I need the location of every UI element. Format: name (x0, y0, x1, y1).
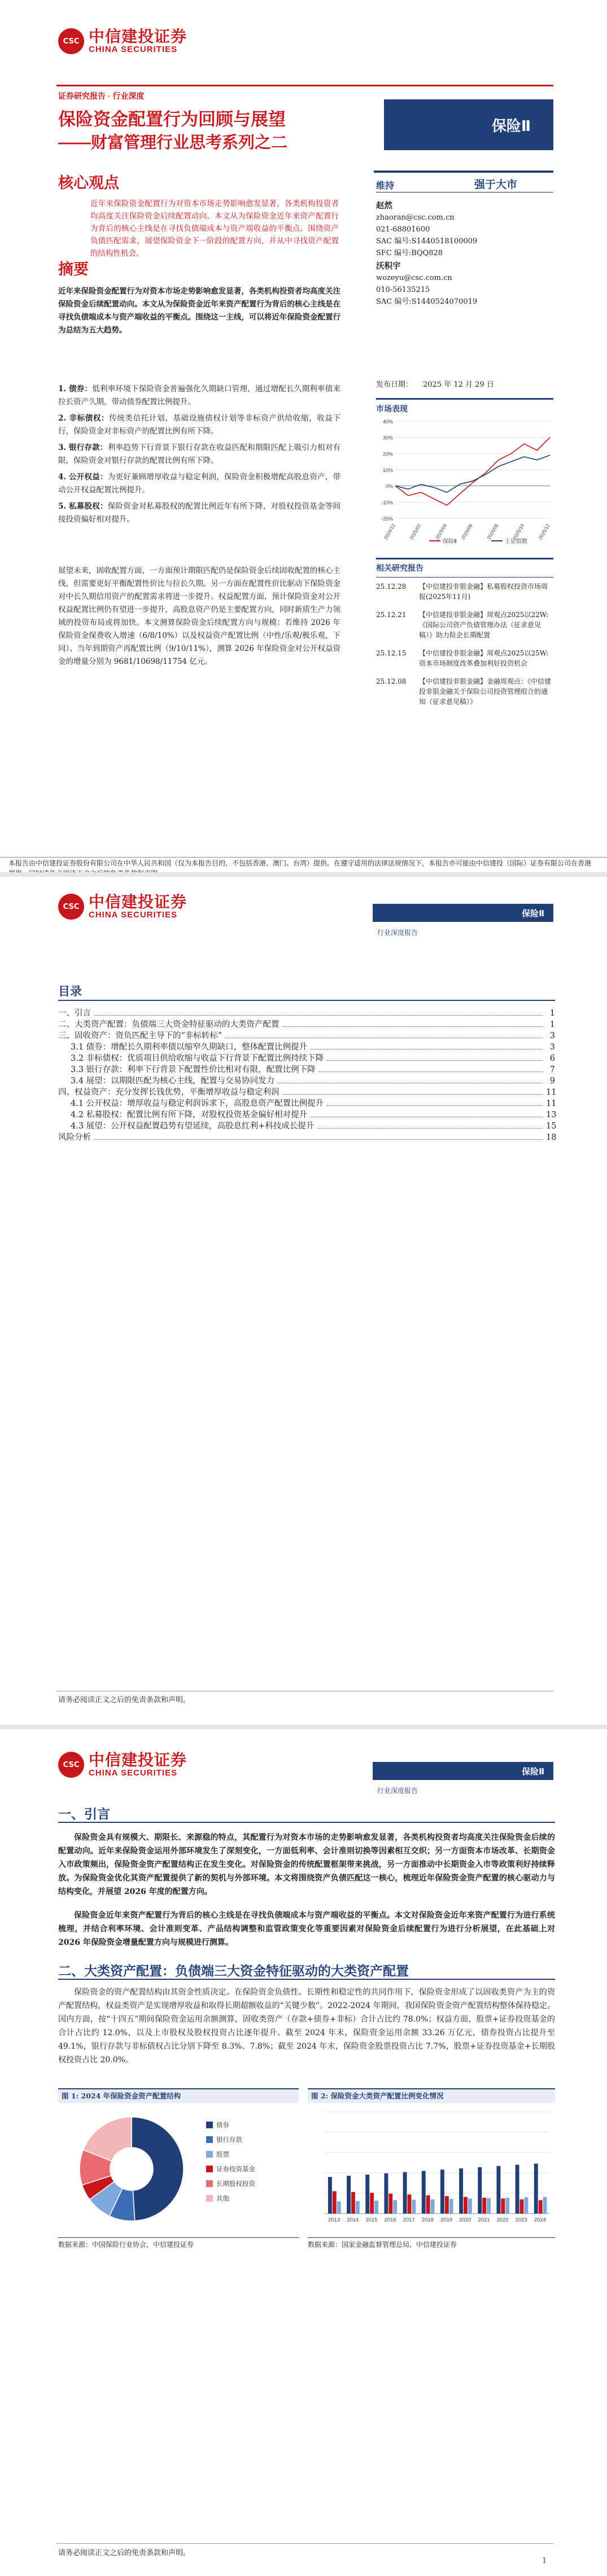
bar (464, 2197, 468, 2214)
x-tick-label: 2016 (384, 2217, 396, 2223)
toc-entry[interactable] (58, 1019, 555, 1030)
page-gap (0, 872, 607, 877)
header-tag: 保险Ⅱ (522, 908, 544, 919)
x-tick-label: 2025/06 (460, 523, 474, 541)
y-tick-label: -20% (381, 516, 393, 522)
toc-entry-page: 13 (546, 1110, 557, 1119)
toc-leader (327, 1060, 543, 1061)
header-banner (373, 904, 553, 922)
toc-entry[interactable] (58, 1087, 555, 1098)
y-tick-label: 30% (382, 435, 393, 441)
pie-legend-label: 证券投资基金 (216, 2165, 255, 2173)
bar (370, 2193, 374, 2214)
core-heading: 核心观点 (58, 174, 119, 191)
cover-disclaimer: 本报告由中信建投证券股份有限公司在中华人民共和国（仅为本报告目的，不包括香港、澳门、台湾）提供。在遵守适用的法律法规情况下，本报告亦可能由中信建投（国际）证券有限公司在香港 (8, 859, 592, 867)
trend-list (58, 383, 340, 530)
header-sub: 行业深度报告 (377, 929, 418, 937)
figure-2-source: 数据来源：国家金融监督管理总局，中信建投证券 (308, 2241, 457, 2249)
bar (543, 2197, 547, 2214)
report-title: 保险资金配置行为回顾与展望 (58, 110, 286, 129)
report-type: 证券研究报告 · 行业深度 (58, 91, 145, 100)
toc-leader (319, 1071, 543, 1072)
bar (478, 2167, 482, 2214)
toc-entry[interactable] (58, 1132, 555, 1143)
series-line-insurance (395, 438, 550, 505)
toc-entry-label: 4.2 私募股权：配置比例有所下降，对股权投资基金偏好相对提升 (71, 1110, 308, 1119)
logo-cn: 中信建投证券 (89, 893, 187, 911)
heading-rule (58, 1979, 555, 1980)
bar (347, 2176, 351, 2214)
analyst-name: 赵然 (376, 201, 392, 211)
divider (308, 2237, 555, 2238)
bar (496, 2166, 500, 2214)
toc-entry-label: 二、大类资产配置：负债端三大资金特征驱动的大类资产配置 (58, 1020, 280, 1029)
figure-1-source: 数据来源：中国保险行业协会，中信建投证券 (58, 2241, 194, 2249)
x-tick-label: 2022 (496, 2217, 509, 2223)
logo-en: CHINA SECURITIES (89, 1768, 178, 1778)
x-tick-label: 2024/12 (382, 523, 396, 541)
summary-lead: 近年来保险资金配置行为对资本市场走势影响愈发显著，各类机构投资者均高度关注保险资金后续配置动向。本文从为保险资金近年来资产配置行为背后的核心主线是在寻找负债端成本与资产端收益的平衡点。围绕这一主线，可以将近年保险资金配置行为总结为五大趋势。 (58, 287, 340, 335)
release-line (376, 378, 494, 389)
divider (376, 398, 553, 400)
x-tick-label: 2015 (365, 2217, 378, 2223)
toc-entry[interactable] (58, 1121, 555, 1132)
analyst-cert: SAC 编号:S1440518100009 (376, 237, 478, 246)
bar (351, 2192, 355, 2214)
bar (501, 2198, 505, 2214)
rating-maintain: 维持 (376, 181, 395, 191)
x-tick-label: 2024 (534, 2217, 546, 2223)
trend-item: 5. 私募股权：保险资金对私募股权的配置比例近年有所下降，对股权投资基金等间接投资偏好相对提升。 (58, 502, 341, 524)
toc-entry[interactable] (58, 1075, 555, 1087)
toc-leader (278, 1082, 543, 1083)
series-line-index (395, 455, 550, 492)
x-tick-label: 2020 (459, 2217, 471, 2223)
header-tag: 保险Ⅱ (522, 1766, 544, 1777)
top-rule (56, 85, 553, 86)
related-date: 25.12.28 (376, 583, 407, 591)
logo-mark: CSC (58, 894, 84, 920)
y-tick-label: -10% (381, 500, 393, 506)
page-footer: 请务必阅读正文之后的免责条款和声明。 (58, 2549, 191, 2557)
bar (422, 2171, 426, 2214)
y-tick-label: 0% (385, 483, 393, 489)
report-cover-page (0, 0, 607, 872)
core-text: 近年来保险资金配置行为对资本市场走势影响愈发显著，各类机构投资者均高度关注保险资金后续配置动向。本文从为保险资金近年来资产配置行为背后的核心主线是在寻找负债端成本与资产端收益的平衡点。围绕资产负债匹配需求，展望保险资金下一阶段的配置方向，并从中寻找资产配置的结构性机会。 (90, 199, 339, 258)
section-heading: 一、引言 (58, 1807, 110, 1821)
pie-legend-swatch (206, 2151, 213, 2158)
page-footer: 请务必阅读正文之后的免责条款和声明。 (58, 1696, 191, 1704)
analyst-cert: SAC 编号:S1440524070019 (376, 298, 478, 306)
trend-item: 4. 公开权益：为更好兼顾增厚收益与稳定利润，保险资金积极增配高股息资产，带动公开权益配置比例提升。 (58, 473, 341, 495)
toc-entry-label: 三、固收资产：资负匹配主导下的“非标转标” (58, 1031, 222, 1040)
bar (524, 2197, 528, 2214)
legend-label: 上证指数 (505, 539, 527, 545)
toc-leader (94, 1014, 543, 1016)
divider (376, 577, 553, 578)
related-title: 【中信建投非银金融】周观点2025以22W:《国际公司资产负债管理办法（征求意见稿）》助力险企长期配置 (419, 611, 549, 639)
toc-leader (283, 1094, 543, 1095)
bar (426, 2195, 430, 2214)
toc-entry-page: 9 (549, 1077, 555, 1086)
toc-entry-page: 3 (549, 1043, 555, 1052)
toc-entry-label: 3.2 非标债权：优质项目供给收缩与收益下行背景下配置比例持续下降 (71, 1054, 324, 1063)
bar (468, 2198, 472, 2214)
related-date: 25.12.15 (376, 649, 407, 657)
toc-list (58, 1008, 555, 1143)
toc-entry[interactable] (58, 1042, 555, 1053)
company-logo (58, 894, 187, 920)
industry-banner (384, 99, 553, 150)
toc-entry-page: 1 (549, 1020, 555, 1029)
toc-leader (225, 1037, 543, 1038)
bar (487, 2198, 491, 2214)
header-sub: 行业深度报告 (377, 1787, 418, 1795)
toc-entry[interactable] (58, 1109, 555, 1121)
toc-entry-page: 3 (549, 1031, 555, 1040)
toc-entry-page: 7 (549, 1065, 555, 1074)
divider (56, 2543, 553, 2544)
x-tick-label: 2013 (328, 2217, 340, 2223)
x-tick-label: 2021 (478, 2217, 490, 2223)
toc-entry-label: 3.1 债券：增配长久期利率债以缩窄久期缺口，整体配置比例提升 (71, 1043, 308, 1052)
figure-caption-bar (308, 2088, 555, 2103)
toc-entry[interactable] (58, 1064, 555, 1075)
toc-entry-page: 18 (546, 1133, 557, 1142)
toc-leader (317, 1127, 543, 1129)
toc-entry-page: 6 (549, 1054, 555, 1063)
summary-heading: 摘要 (58, 261, 89, 278)
bar (388, 2194, 392, 2214)
analyst-sfc: SFC 编号:BQQ828 (376, 249, 443, 257)
toc-entry-page: 1 (549, 1009, 555, 1018)
logo-en: CHINA SECURITIES (89, 45, 178, 54)
toc-entry[interactable] (58, 1053, 555, 1064)
toc-entry-page: 11 (546, 1088, 557, 1097)
bar (520, 2199, 524, 2214)
industry-tag: 保险Ⅱ (491, 117, 531, 135)
intro-paragraph: 保险资金具有规模大、期限长、来源稳的特点，其配置行为对资本市场的走势影响愈发显著，各类机构投资者均高度关注保险资金后续的配置动向。近年来保险资金运用外部环境发生了深刻变化，一方面低利率、会计准则切换等因素相互交织；另一方面资本市场改革、长期资金入市政策频出，保险资金资产配置结构正在发生变化。对保险资金的传统配置框架带来挑战，另一方面推动中长期资金入市等政策利好持续释放。为保险资金优化其资产配置提供了新的契机与外部环境。本文将围绕资产负债匹配这一核心，梳理近年保险资金资产配置的核心驱动力与结构变化，并展望 2026 年度的配置方向。 (58, 1833, 555, 1896)
toc-entry-label: 4.3 展望：公开权益配置趋势有望延续，高股息红利+科技成长提升 (71, 1122, 315, 1131)
market-performance-chart (376, 417, 553, 546)
related-item[interactable] (376, 648, 553, 668)
bar (534, 2163, 538, 2214)
logo-mark: CSC (58, 1752, 84, 1778)
toc-leader (327, 1105, 543, 1106)
figure-1-title: 图 1: 2024 年保险资金资产配置结构 (62, 2092, 181, 2100)
bar (505, 2198, 509, 2214)
outlook-text: 展望未来，固收配置方面，一方面预计期限匹配仍是保险资金后续固收配置的核心主线，但需要更好平衡配置性价比与拉长久期。另一方面在配置性价比驱动下保险资金对中长久期信用资产的配置需求将进一步提升。权益配置方面，预计保险资金对公开权益配置比例仍有望进一步提升，高股息资产仍是主要配置方向，同时新质生产力领域的投资布局或将加快。本文测算保险资金后续配置方向与规模：若维持 2026 年保险资金保费收入增速（6/8/10%）以及权益资产配置比例（中性/乐观/极乐观，下同）、当年到期资产再配置比例（9/10/11%），测算 2026 年保险资金对公开权益资金的增量分别为 9681/10698/11754 亿元。 (58, 566, 340, 666)
toc-entry-page: 11 (546, 1099, 557, 1108)
release-date: 2025 年 12 月 29 日 (423, 381, 494, 389)
pie-legend-swatch (206, 2195, 213, 2202)
pie-legend-swatch (206, 2180, 213, 2187)
company-logo (58, 28, 187, 54)
x-tick-label: 2025/10 (512, 523, 526, 541)
related-item[interactable] (376, 581, 553, 602)
related-title: 【中信建投非银金融】私募股权投资市场周报(2025年11月) (419, 583, 548, 601)
toc-leader (94, 1139, 543, 1140)
x-tick-label: 2019 (440, 2217, 453, 2223)
asset-allocation-pie-chart (58, 2104, 299, 2234)
bar (374, 2201, 378, 2214)
bar (333, 2191, 337, 2214)
heading-rule (58, 1822, 555, 1823)
body-paragraph: 保险资金的资产配置结构由其资金性质决定。在保险资金负债性、长期性和稳定性的共同作用下，保险资金形成了以固收类资产为主的资产配置结构，权益类资产是实现增厚收益和取得长期超额收益的“关键少数”。2022-2024 年期间，我国保险资金资产配置结构整体保持稳定。国内方面，按“十四五”期间保险资金运用余额测算，固收类资产（存款+债券+非标）合计占比约 78.0%；权益方面，股票+证券投资基金的合计占比约 12.0%，以及上市股权及股权投资占比逐年提升。截至 2024 年末，保险资金运用余额 33.26 万亿元，债券投资占比提升至 49.1%，银行存款与非标债权占比分别下降至 8.3%、7.8%；截至 2024 年末，保险资金股票投资占比 7.7%，股票+证券投资基金+长期股权投资占比 20.0%。 (58, 1988, 555, 2065)
y-tick-label: 40% (382, 419, 393, 425)
related-title: 【中信建投非银金融】金融周观点：《中信建投非银金融关于保险公司投资管理组合的通知（征求意见稿）》 (419, 677, 552, 706)
intro-paragraph-2: 保险资金近年来资产配置行为背后的核心主线是在寻找负债端成本与资产端收益的平衡点。本文对保险资金近年来资产配置行为进行系统梳理，并结合利率环境、会计准则变革、产品结构调整和监管政策变化等重要因素对保险资金后续配置行为进行分析展望，在此基础上对 2026 年保险资金增量配置方向与规模进行测算。 (58, 1911, 555, 1947)
right-rule (374, 170, 553, 173)
trend-item: 1. 债券：低利率环境下保险资金普遍强化久期缺口管理，通过增配长久期利率债来拉长资产久期，带动债券配置比例提升。 (58, 384, 341, 406)
toc-rule (58, 1000, 555, 1001)
trend-item: 3. 银行存款：利率趋势下行背景下银行存款在收益匹配和期限匹配上吸引力相对有限，保险资金对银行存款的配置比例有所下降。 (58, 443, 341, 465)
pie-legend-label: 长期股权投资 (216, 2180, 255, 2188)
bar (328, 2177, 332, 2214)
pie-legend-label: 债券 (216, 2121, 229, 2129)
related-item[interactable] (376, 610, 553, 640)
x-tick-label: 2025/12 (537, 523, 551, 541)
toc-entry-label: 3.4 展望：以期限匹配为核心主线，配置与交易协同发力 (71, 1077, 275, 1086)
figure-caption-bar (58, 2088, 299, 2103)
pie-legend-swatch (206, 2166, 213, 2172)
logo-en: CHINA SECURITIES (89, 910, 178, 920)
toc-leader (311, 1048, 543, 1049)
pie-legend-label: 银行存款 (216, 2136, 242, 2144)
header-banner (373, 1762, 553, 1780)
toc-leader (283, 1026, 543, 1027)
bar (403, 2172, 407, 2214)
logo-cn: 中信建投证券 (89, 1751, 187, 1769)
pie-legend-swatch (206, 2122, 213, 2128)
logo-cn: 中信建投证券 (89, 27, 187, 46)
bar (393, 2200, 397, 2214)
toc-title: 目录 (58, 985, 82, 998)
toc-entry-label: 四、权益资产：充分发挥长钱优势，平衡增厚收益与稳定利润 (58, 1088, 280, 1097)
toc-entry-page: 15 (546, 1122, 557, 1131)
analyst-email[interactable]: wozeyu@csc.com.cn (376, 274, 452, 282)
toc-entry[interactable] (58, 1098, 555, 1109)
asset-allocation-bar-chart (308, 2104, 555, 2234)
bar (408, 2194, 412, 2214)
section-heading: 二、大类资产配置：负债端三大资金特征驱动的大类资产配置 (58, 1963, 409, 1978)
toc-entry-label: 3.3 银行存款：利率下行背景下配置性价比相对有限，配置比例下降 (71, 1065, 316, 1074)
related-date: 25.12.08 (376, 677, 407, 685)
divider (0, 857, 607, 858)
page-number: 1 (542, 2557, 547, 2565)
bar (440, 2170, 444, 2214)
analyst-phone: 010-56135215 (376, 286, 430, 294)
x-tick-label: 2014 (347, 2217, 359, 2223)
company-logo (58, 1752, 187, 1778)
trend-item: 2. 非标债权：传统类信托计划、基础设施债权计划等非标资产供给收缩，收益下行，保险资金对非标资产的配置比例有所下降。 (58, 414, 341, 436)
analyst-phone: 021-68801600 (376, 225, 430, 234)
x-tick-label: 2018 (421, 2217, 434, 2223)
pie-legend-swatch (206, 2136, 213, 2143)
bar (539, 2200, 543, 2214)
toc-entry[interactable] (58, 1030, 555, 1042)
x-tick-label: 2025/02 (408, 523, 422, 541)
figure-2-title: 图 2: 保险资金大类资产配置比例变化情况 (311, 2092, 444, 2100)
bar (365, 2175, 369, 2214)
bar (337, 2201, 341, 2214)
x-tick-label: 2017 (403, 2217, 415, 2223)
legend-label: 保险Ⅱ (443, 539, 457, 545)
related-heading: 相关研究报告 (376, 563, 423, 572)
x-tick-label: 2025/04 (434, 523, 448, 541)
bar (431, 2199, 435, 2214)
page-gap (0, 1725, 607, 1729)
bar (384, 2173, 388, 2214)
x-tick-label: 2025/08 (486, 523, 500, 541)
bar (482, 2198, 486, 2214)
bar (412, 2200, 416, 2214)
bar (356, 2201, 360, 2214)
bar (445, 2196, 449, 2214)
logo-mark: CSC (58, 28, 84, 54)
toc-leader (311, 1116, 543, 1117)
release-label: 发布日期： (376, 381, 413, 389)
pie-slice (132, 2117, 184, 2221)
market-heading: 市场表现 (376, 404, 408, 413)
bar (516, 2165, 519, 2214)
related-title: 【中信建投非银金融】周观点2025以25W:资本市场制度改革叠加利好投资机会 (419, 649, 549, 667)
analyst-email[interactable]: zhaoran@csc.com.cn (376, 213, 455, 222)
rating: 强于大市 (474, 179, 518, 191)
toc-entry-label: 4.1 公开权益：增厚收益与稳定利润诉求下，高股息资产配置比例提升 (71, 1099, 324, 1108)
bar (449, 2199, 453, 2214)
analyst-block (376, 200, 553, 308)
related-date: 25.12.21 (376, 611, 407, 619)
analyst-name: 沃积宇 (376, 261, 401, 271)
divider (376, 558, 553, 559)
toc-page (0, 872, 607, 1725)
y-tick-label: 10% (382, 467, 393, 473)
related-item[interactable] (376, 676, 553, 707)
toc-entry-label: 一、引言 (58, 1009, 91, 1018)
related-list (376, 581, 553, 707)
toc-entry-label: 风险分析 (58, 1133, 91, 1142)
divider (58, 2237, 299, 2238)
x-tick-label: 2023 (515, 2217, 527, 2223)
pie-legend-label: 股票 (216, 2150, 229, 2158)
content-page (0, 1725, 607, 2576)
divider (376, 192, 553, 193)
report-subtitle: ——财富管理行业思考系列之二 (58, 134, 288, 152)
pie-legend-label: 其他 (216, 2194, 229, 2202)
toc-entry[interactable] (58, 1008, 555, 1019)
y-tick-label: 20% (382, 451, 393, 457)
bar (459, 2168, 463, 2214)
